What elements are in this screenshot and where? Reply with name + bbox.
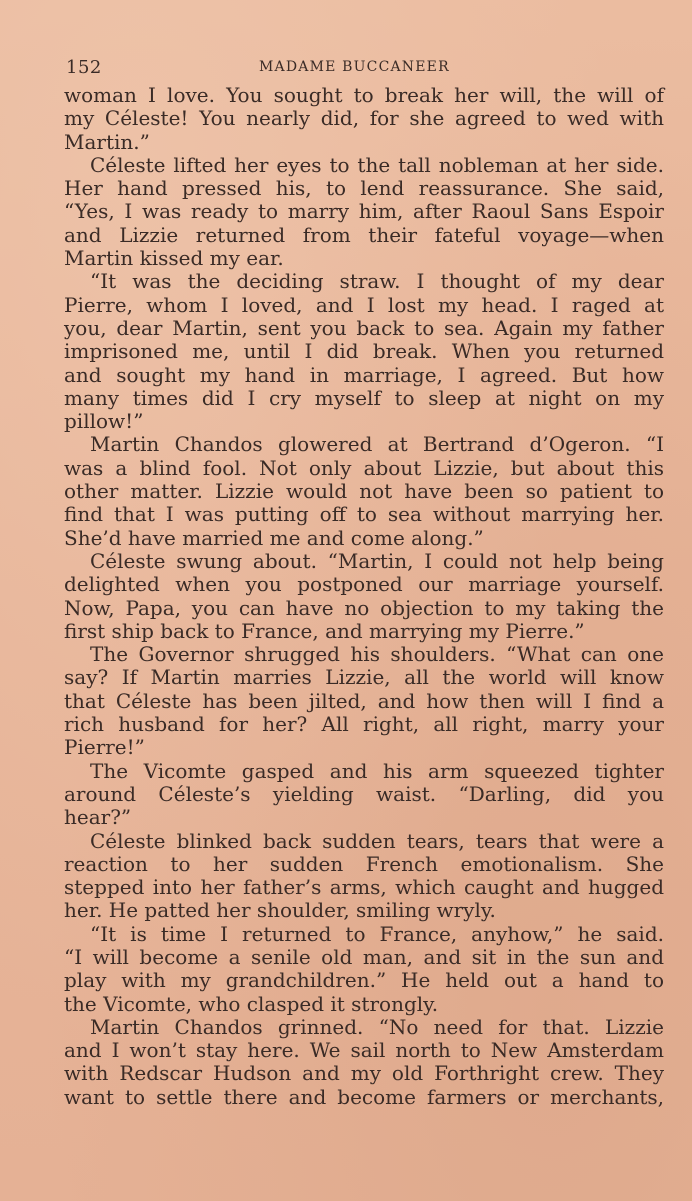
text-line: her. He patted her shoulder, smiling wryly. <box>64 898 496 923</box>
text-line: that Céleste has been jilted, and how then will I find a <box>64 688 664 713</box>
text-line: She’d have married me and come along.” <box>64 525 484 550</box>
text-line: “It is time I returned to France, anyhow,” he said. <box>90 921 664 946</box>
page-number: 152 <box>66 57 102 78</box>
text-line: many times did I cry myself to sleep at night on my <box>64 385 664 410</box>
text-line: reaction to her sudden French emotionalism. She <box>64 851 664 876</box>
text-line: other matter. Lizzie would not have been so patient to <box>64 479 664 504</box>
text-line: “Yes, I was ready to marry him, after Raoul Sans Espoir <box>64 199 664 224</box>
text-line: woman I love. You sought to break her will, the will of <box>64 83 664 107</box>
text-line: say? If Martin marries Lizzie, all the world will know <box>64 665 664 690</box>
text-line: stepped into her father’s arms, which caught and hugged <box>64 875 664 900</box>
text-line: delighted when you postponed our marriage yourself. <box>64 572 664 597</box>
text-line: Martin kissed my ear. <box>64 246 284 271</box>
page-header <box>66 57 666 79</box>
text-line: and Lizzie returned from their fateful voyage—when <box>64 222 664 247</box>
text-line: my Céleste! You nearly did, for she agreed to wed with <box>64 106 664 131</box>
text-line: with Redscar Hudson and my old Forthright crew. They <box>64 1061 664 1086</box>
text-line: Céleste lifted her eyes to the tall nobleman at her side. <box>90 152 664 177</box>
text-line: you, dear Martin, sent you back to sea. Again my father <box>64 315 664 340</box>
text-line: Martin Chandos grinned. “No need for that. Lizzie <box>90 1014 664 1039</box>
text-line: Now, Papa, you can have no objection to my taking the <box>64 595 664 620</box>
text-line: The Vicomte gasped and his arm squeezed tighter <box>90 758 664 783</box>
text-line: want to settle there and become farmers or merchants, <box>64 1084 664 1109</box>
text-line: Martin Chandos glowered at Bertrand d’Ogeron. “I <box>90 432 664 457</box>
text-line: the Vicomte, who clasped it strongly. <box>64 991 439 1016</box>
text-line: “It was the deciding straw. I thought of my dear <box>90 269 664 294</box>
text-line: and I won’t stay here. We sail north to New Amsterdam <box>64 1038 664 1063</box>
running-title: MADAME BUCCANEER <box>259 59 450 75</box>
text-line: “I will become a senile old man, and sit in the sun and <box>64 944 664 969</box>
text-line: was a blind fool. Not only about Lizzie, but about this <box>64 455 664 480</box>
body-text <box>64 84 664 1109</box>
text-line: rich husband for her? All right, all right, marry your <box>64 712 664 737</box>
text-line: Her hand pressed his, to lend reassurance. She said, <box>64 176 664 201</box>
text-line: The Governor shrugged his shoulders. “What can one <box>90 642 664 667</box>
text-line: Pierre!” <box>64 735 145 760</box>
text-line: find that I was putting off to sea without marrying her. <box>64 502 664 527</box>
text-line: pillow!” <box>64 409 144 434</box>
text-line: and sought my hand in marriage, I agreed. But how <box>64 362 664 387</box>
text-line: around Céleste’s yielding waist. “Darling, did you <box>64 781 664 806</box>
text-line: Martin.” <box>64 129 150 154</box>
text-line: imprisoned me, until I did break. When you returned <box>64 339 664 364</box>
text-line: play with my grandchildren.” He held out a hand to <box>64 968 664 993</box>
text-line: first ship back to France, and marrying my Pierre.” <box>64 618 585 643</box>
text-line: hear?” <box>64 805 132 830</box>
text-line: Céleste blinked back sudden tears, tears that were a <box>90 828 664 853</box>
text-line: Céleste swung about. “Martin, I could not help being <box>90 548 664 573</box>
text-line: Pierre, whom I loved, and I lost my head. I raged at <box>64 292 664 317</box>
